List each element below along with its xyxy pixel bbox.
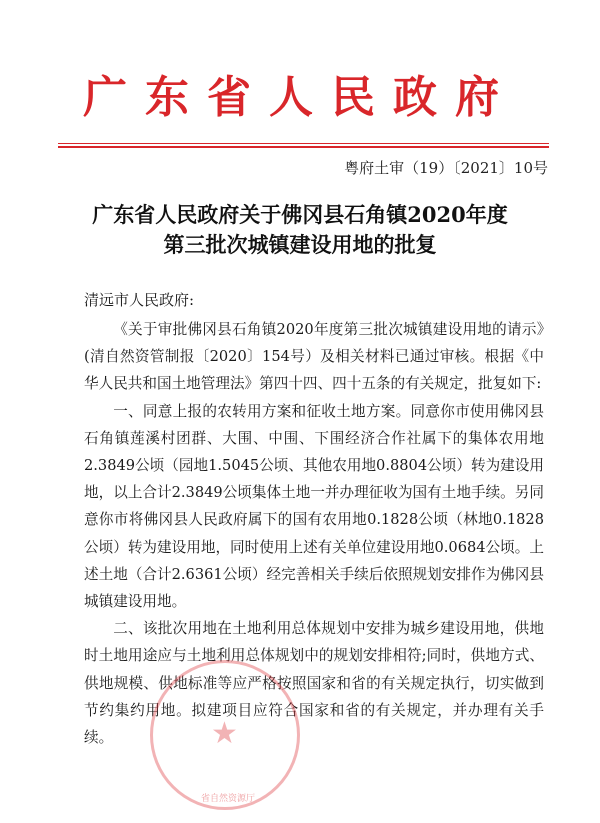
issuing-authority-title: 广东省人民政府 [83,72,517,123]
seal-star-icon: ★ [211,716,238,751]
official-seal-stamp [150,660,300,810]
header-rule-thin [58,143,549,144]
document-title-line-2: 第三批次城镇建设用地的批复 [163,232,437,257]
body-paragraph-2: 一、同意上报的农转用方案和征收土地方案。同意你市使用佛冈县石角镇莲溪村团群、大围、中围、下围经济合作社属下的集体农用地2.3849公顷（园地1.5045公顷、其他农用地0.8804公顷）转为建设用地，以上合计2.3849公顷集体土地一并办理征收为国有土地手续。另同意你市将佛冈县人民政府属下的国有农用地0.1828公顷（林地0.1828公顷）转为建设用地，同时使用上述有关单位建设用地0.0684公顷。上述土地（合计2.6361公顷）经完善相关手续后依照规划安排作为佛冈县城镇建设用地。 [84,402,544,611]
body-paragraph-1: 《关于审批佛冈县石角镇2020年度第三批次城镇建设用地的请示》(清自然资管制报〔2020〕154号）及相关材料已通过审核。根据《中华人民共和国土地管理法》第四十四、四十五条的有关规定，批复如下: [84,321,544,393]
seal-text: 省自然资源厅 [200,794,255,804]
document-title [40,200,560,260]
document-number: 粤府土审（19）〔2021〕10号 [344,159,548,177]
document-title-line-1: 广东省人民政府关于佛冈县石角镇2020年度 [92,202,508,227]
addressee: 清远市人民政府: [84,291,195,309]
header-rule-thick [58,146,549,148]
body-paragraph-3: 二、该批次用地在土地利用总体规划中安排为城乡建设用地，供地时土地用途应与土地利用总体规划中的规划安排相符;同时，供地方式、供地规模、供地标准等应严格按照国家和省的有关规定执行，切实做到节约集约用地。拟建项目应符合国家和省的有关规定，并办理有关手续。 [84,620,544,747]
document-body [84,316,544,751]
